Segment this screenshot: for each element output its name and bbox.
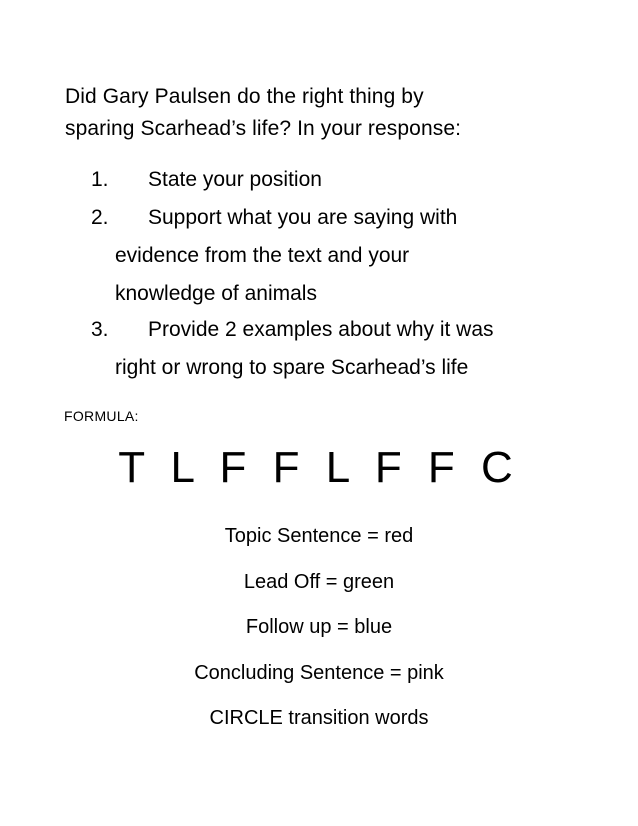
- list-item: [91, 203, 591, 309]
- step-line: Provide 2 examples about why it was: [148, 318, 494, 341]
- step-line: right or wrong to spare Scarhead’s life: [115, 356, 469, 379]
- step-number: 1.: [91, 168, 109, 191]
- step-line: Support what you are saying with: [148, 206, 458, 229]
- legend-item-follow-up: Follow up = blue: [245, 616, 393, 638]
- legend-item-transition-words: CIRCLE transition words: [209, 707, 429, 729]
- legend-item-concluding-sentence: Concluding Sentence = pink: [194, 661, 444, 684]
- response-steps-list: [91, 165, 591, 391]
- prompt-line-2: sparing Scarhead’s life? In your response:: [65, 117, 462, 140]
- legend-item-topic-sentence: Topic Sentence = red: [224, 525, 414, 547]
- list-item: [91, 315, 591, 383]
- prompt-question: [65, 81, 585, 145]
- legend-item-lead-off: Lead Off = green: [243, 570, 395, 593]
- step-line: evidence from the text and your: [115, 244, 410, 267]
- color-legend: [0, 518, 638, 746]
- step-line: knowledge of animals: [115, 282, 317, 305]
- prompt-line-1: Did Gary Paulsen do the right thing by: [65, 85, 424, 108]
- step-line: State your position: [148, 168, 322, 191]
- formula-text: T L F F L F F C: [118, 443, 520, 492]
- formula-letters: [0, 443, 638, 493]
- formula-label: FORMULA:: [64, 408, 139, 424]
- list-item: [91, 165, 591, 195]
- step-number: 3.: [91, 318, 109, 341]
- step-number: 2.: [91, 206, 109, 229]
